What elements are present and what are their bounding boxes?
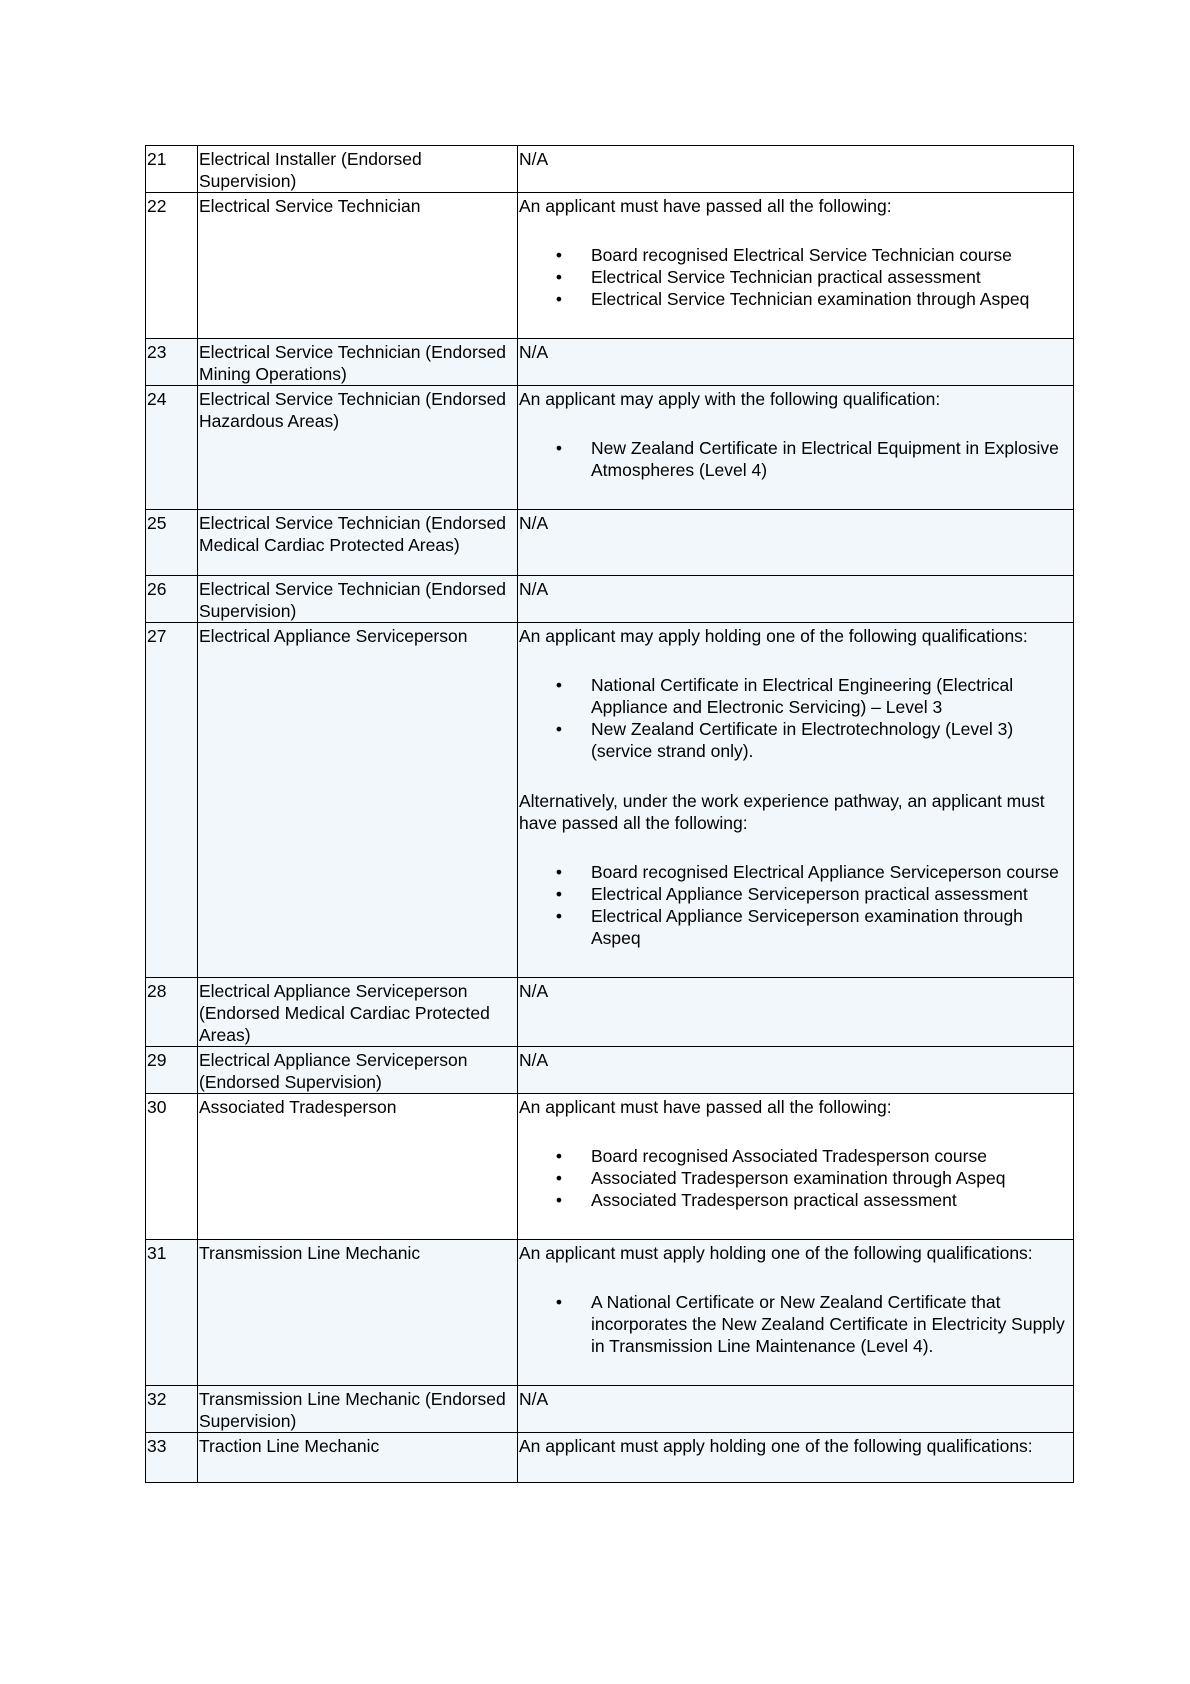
row-number: 31: [146, 1240, 198, 1386]
licence-class-title: Electrical Appliance Serviceperson (Endorsed Medical Cardiac Protected Areas): [198, 978, 518, 1047]
list-item-text: Electrical Appliance Serviceperson examination through Aspeq: [591, 906, 1023, 948]
row-number: 22: [146, 193, 198, 339]
requirements-cell: [518, 1433, 1074, 1483]
requirements-cell: [518, 146, 1074, 193]
licence-class-title: Electrical Installer (Endorsed Supervision): [198, 146, 518, 193]
list-item-text: New Zealand Certificate in Electrotechnology (Level 3) (service strand only).: [591, 719, 1014, 761]
requirement-intro: An applicant must apply holding one of the following qualifications:: [519, 1243, 1033, 1263]
table-row: [146, 1386, 1074, 1433]
list-item: [519, 244, 1073, 266]
requirement-intro: An applicant may apply with the following qualification:: [519, 389, 941, 409]
licence-class-title: Electrical Service Technician: [198, 193, 518, 339]
list-item-text: Board recognised Electrical Service Technician course: [591, 245, 1012, 265]
licence-class-title: Transmission Line Mechanic: [198, 1240, 518, 1386]
requirement-block: [519, 195, 1073, 310]
requirement-block: [519, 790, 1073, 949]
row-number: 30: [146, 1094, 198, 1240]
licence-class-title: Electrical Service Technician (Endorsed Medical Cardiac Protected Areas): [198, 510, 518, 576]
requirements-cell: [518, 576, 1074, 623]
licence-class-title: Traction Line Mechanic: [198, 1433, 518, 1483]
table-row: [146, 386, 1074, 510]
requirement-block: [519, 578, 1073, 600]
requirement-intro: N/A: [519, 1389, 549, 1409]
table-row: [146, 146, 1074, 193]
requirements-cell: [518, 193, 1074, 339]
requirements-cell: [518, 386, 1074, 510]
table-body: [146, 146, 1074, 1483]
list-item-text: A National Certificate or New Zealand Certificate that incorporates the New Zealand Certificate in Electricity Supply in Transmission Line Maintenance (Level 4).: [591, 1292, 1065, 1356]
requirement-intro: N/A: [519, 513, 549, 533]
requirement-intro: N/A: [519, 981, 549, 1001]
licence-class-title: Electrical Appliance Serviceperson: [198, 623, 518, 978]
requirement-intro: N/A: [519, 1050, 549, 1070]
list-item: [519, 861, 1073, 883]
bullet-dot-icon: •: [555, 862, 563, 882]
list-item: [519, 1167, 1073, 1189]
bullet-dot-icon: •: [555, 675, 563, 695]
requirement-list: [519, 244, 1073, 310]
row-number: 23: [146, 339, 198, 386]
row-number: 29: [146, 1047, 198, 1094]
list-item: [519, 1291, 1073, 1357]
bullet-dot-icon: •: [555, 245, 563, 265]
requirement-block: [519, 388, 1073, 481]
list-item-text: New Zealand Certificate in Electrical Equipment in Explosive Atmospheres (Level 4): [591, 438, 1059, 480]
row-number: 28: [146, 978, 198, 1047]
bullet-dot-icon: •: [555, 289, 563, 309]
requirements-cell: [518, 1094, 1074, 1240]
list-item: [519, 905, 1073, 949]
requirement-block: [519, 512, 1073, 534]
list-item: [519, 266, 1073, 288]
requirement-intro: An applicant must have passed all the following:: [519, 1097, 892, 1117]
requirement-intro: An applicant may apply holding one of the following qualifications:: [519, 626, 1028, 646]
requirement-block: [519, 148, 1073, 170]
row-number: 33: [146, 1433, 198, 1483]
requirements-cell: [518, 1386, 1074, 1433]
requirement-intro: N/A: [519, 149, 549, 169]
table-row: [146, 1240, 1074, 1386]
bullet-dot-icon: •: [555, 1168, 563, 1188]
licence-class-title: Associated Tradesperson: [198, 1094, 518, 1240]
table-row: [146, 1433, 1074, 1483]
bullet-dot-icon: •: [555, 906, 563, 926]
bullet-dot-icon: •: [555, 1146, 563, 1166]
licence-class-title: Electrical Service Technician (Endorsed Supervision): [198, 576, 518, 623]
requirement-intro: N/A: [519, 342, 549, 362]
list-item: [519, 883, 1073, 905]
table-row: [146, 576, 1074, 623]
list-item: [519, 437, 1073, 481]
requirements-cell: [518, 510, 1074, 576]
row-number: 21: [146, 146, 198, 193]
requirements-cell: [518, 339, 1074, 386]
list-item-text: Electrical Appliance Serviceperson practical assessment: [591, 884, 1028, 904]
requirement-intro: Alternatively, under the work experience pathway, an applicant must have passed all the following:: [519, 791, 1045, 833]
row-number: 27: [146, 623, 198, 978]
requirement-block: [519, 625, 1073, 762]
list-item-text: Board recognised Electrical Appliance Serviceperson course: [591, 862, 1059, 882]
row-number: 32: [146, 1386, 198, 1433]
list-item: [519, 1145, 1073, 1167]
table-row: [146, 193, 1074, 339]
requirement-block: [519, 1388, 1073, 1410]
bullet-dot-icon: •: [555, 1190, 563, 1210]
qualifications-table: [145, 145, 1074, 1483]
requirements-cell: [518, 1047, 1074, 1094]
bullet-dot-icon: •: [555, 884, 563, 904]
list-item-text: Electrical Service Technician practical assessment: [591, 267, 981, 287]
table-row: [146, 1047, 1074, 1094]
list-item-text: National Certificate in Electrical Engineering (Electrical Appliance and Electronic Servicing) – Level 3: [591, 675, 1014, 717]
requirement-block: [519, 1242, 1073, 1357]
list-item-text: Electrical Service Technician examination through Aspeq: [591, 289, 1030, 309]
row-number: 25: [146, 510, 198, 576]
requirement-list: [519, 674, 1073, 762]
requirements-cell: [518, 1240, 1074, 1386]
requirement-block: [519, 341, 1073, 363]
requirement-block: [519, 1096, 1073, 1211]
licence-class-title: Electrical Appliance Serviceperson (Endorsed Supervision): [198, 1047, 518, 1094]
requirement-intro: An applicant must apply holding one of the following qualifications:: [519, 1436, 1033, 1456]
licence-class-title: Electrical Service Technician (Endorsed Hazardous Areas): [198, 386, 518, 510]
requirement-intro: An applicant must have passed all the following:: [519, 196, 892, 216]
bullet-dot-icon: •: [555, 1292, 563, 1312]
row-number: 24: [146, 386, 198, 510]
bullet-dot-icon: •: [555, 719, 563, 739]
list-item: [519, 1189, 1073, 1211]
requirement-block: [519, 1435, 1073, 1457]
list-item-text: Associated Tradesperson examination through Aspeq: [591, 1168, 1006, 1188]
licence-class-title: Transmission Line Mechanic (Endorsed Supervision): [198, 1386, 518, 1433]
licence-class-title: Electrical Service Technician (Endorsed Mining Operations): [198, 339, 518, 386]
row-number: 26: [146, 576, 198, 623]
requirement-block: [519, 980, 1073, 1002]
table-row: [146, 1094, 1074, 1240]
bullet-dot-icon: •: [555, 438, 563, 458]
requirement-list: [519, 437, 1073, 481]
list-item: [519, 674, 1073, 718]
requirement-block: [519, 1049, 1073, 1071]
requirement-list: [519, 861, 1073, 949]
table-row: [146, 623, 1074, 978]
requirements-cell: [518, 978, 1074, 1047]
table-row: [146, 978, 1074, 1047]
list-item: [519, 718, 1073, 762]
table-row: [146, 339, 1074, 386]
list-item-text: Board recognised Associated Tradesperson course: [591, 1146, 987, 1166]
bullet-dot-icon: •: [555, 267, 563, 287]
table-row: [146, 510, 1074, 576]
list-item: [519, 288, 1073, 310]
list-item-text: Associated Tradesperson practical assessment: [591, 1190, 957, 1210]
requirements-cell: [518, 623, 1074, 978]
requirement-list: [519, 1291, 1073, 1357]
requirement-list: [519, 1145, 1073, 1211]
requirement-intro: N/A: [519, 579, 549, 599]
